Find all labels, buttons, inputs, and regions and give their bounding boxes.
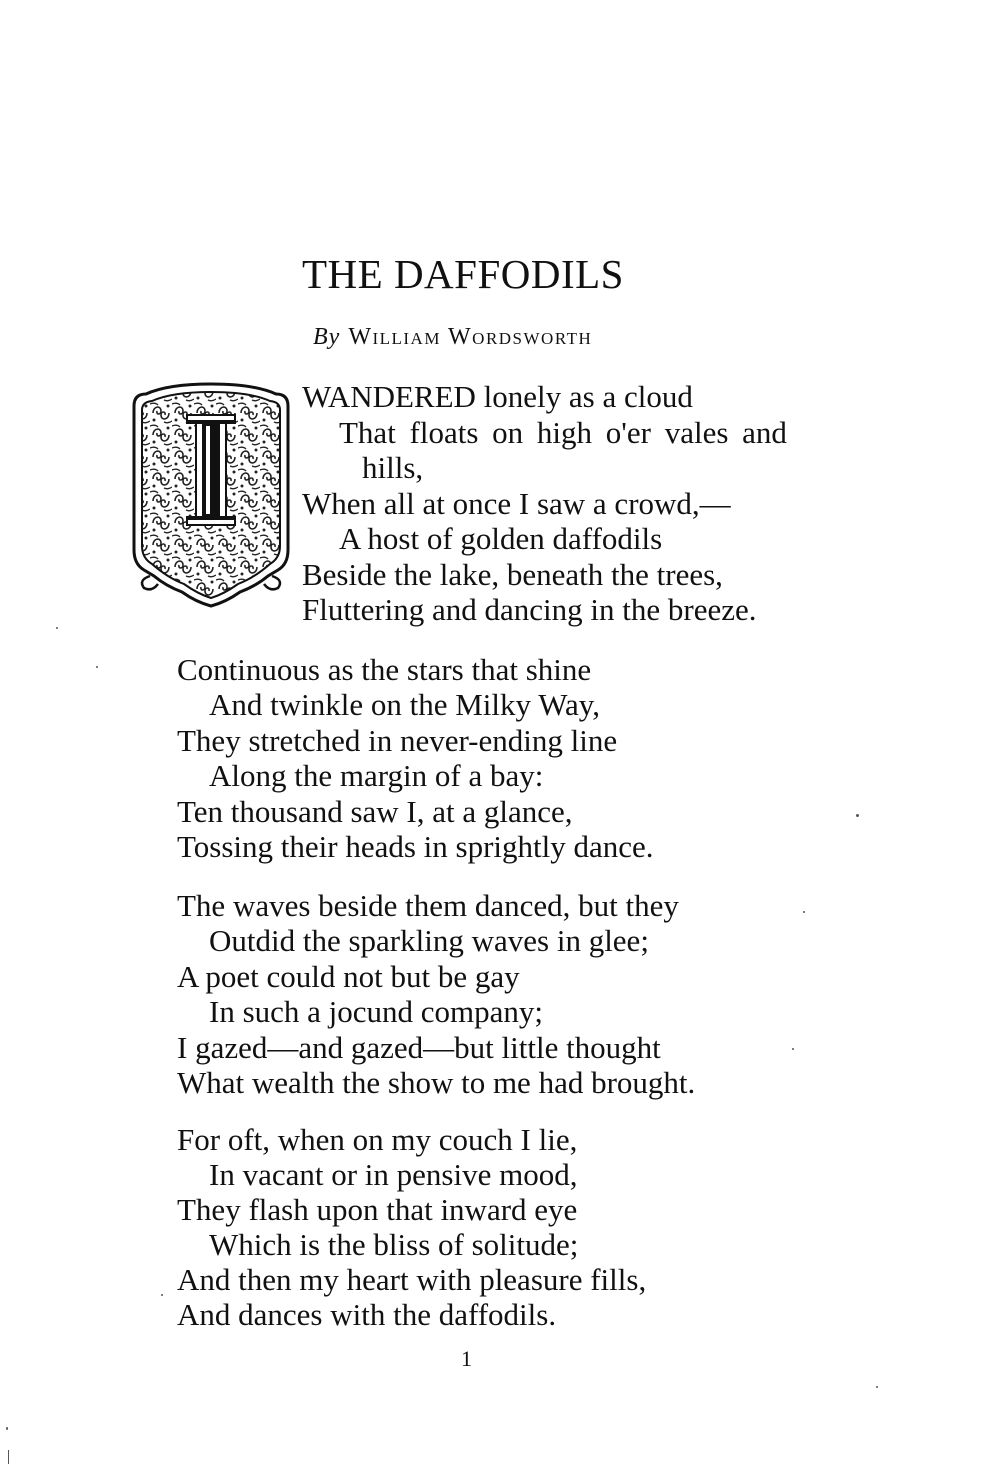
poem-line: The waves beside them danced, but they [177, 888, 679, 923]
scan-speck [803, 911, 805, 913]
poem-line: And dances with the daffodils. [177, 1297, 557, 1332]
byline-prefix: By [313, 324, 341, 350]
poem-line: What wealth the show to me had brought. [177, 1065, 696, 1100]
scan-speck [96, 666, 98, 668]
poem-line: In such a jocund company; [209, 994, 544, 1029]
poem-line: hills, [362, 450, 424, 485]
poem-line: In vacant or in pensive mood, [209, 1157, 578, 1192]
poem-line: And twinkle on the Milky Way, [209, 687, 600, 722]
poem-line: Continuous as the stars that shine [177, 652, 592, 687]
scan-speck [792, 1048, 794, 1050]
poem-line: They stretched in never-ending line [177, 723, 618, 758]
byline [313, 325, 592, 349]
scan-speck [161, 1294, 163, 1296]
scan-speck [856, 814, 859, 817]
poem-line: They flash upon that inward eye [177, 1192, 578, 1227]
poem-line: WANDERED lonely as a cloud [302, 379, 693, 414]
poem-line: When all at once I saw a crowd,— [302, 486, 731, 521]
poem-line: I gazed—and gazed—but little thought [177, 1030, 661, 1065]
poem-line: Outdid the sparkling waves in glee; [209, 923, 649, 958]
page-number: 1 [461, 1346, 472, 1371]
poem-line: For oft, when on my couch I lie, [177, 1122, 578, 1157]
poem-title: THE DAFFODILS [302, 251, 624, 297]
poem-line: A host of golden daffodils [339, 521, 663, 556]
drop-cap-ornament [128, 380, 294, 610]
poem-line: Tossing their heads in sprightly dance. [177, 829, 654, 864]
author-name: William Wordsworth [348, 324, 593, 350]
poem-line: And then my heart with pleasure fills, [177, 1262, 647, 1297]
scan-speck [6, 1427, 8, 1430]
poem-line: Fluttering and dancing in the breeze. [302, 592, 757, 627]
poem-line: That floats on high o'er vales and [339, 415, 787, 450]
scan-speck [56, 627, 58, 629]
poem-line: Along the margin of a bay: [209, 758, 544, 793]
poem-line: A poet could not but be gay [177, 959, 520, 994]
scan-speck [876, 1386, 878, 1388]
poem-line: Beside the lake, beneath the trees, [302, 557, 723, 592]
poem-line: Ten thousand saw I, at a glance, [177, 794, 573, 829]
poem-line: Which is the bliss of solitude; [209, 1227, 579, 1262]
scan-speck [8, 1450, 9, 1464]
